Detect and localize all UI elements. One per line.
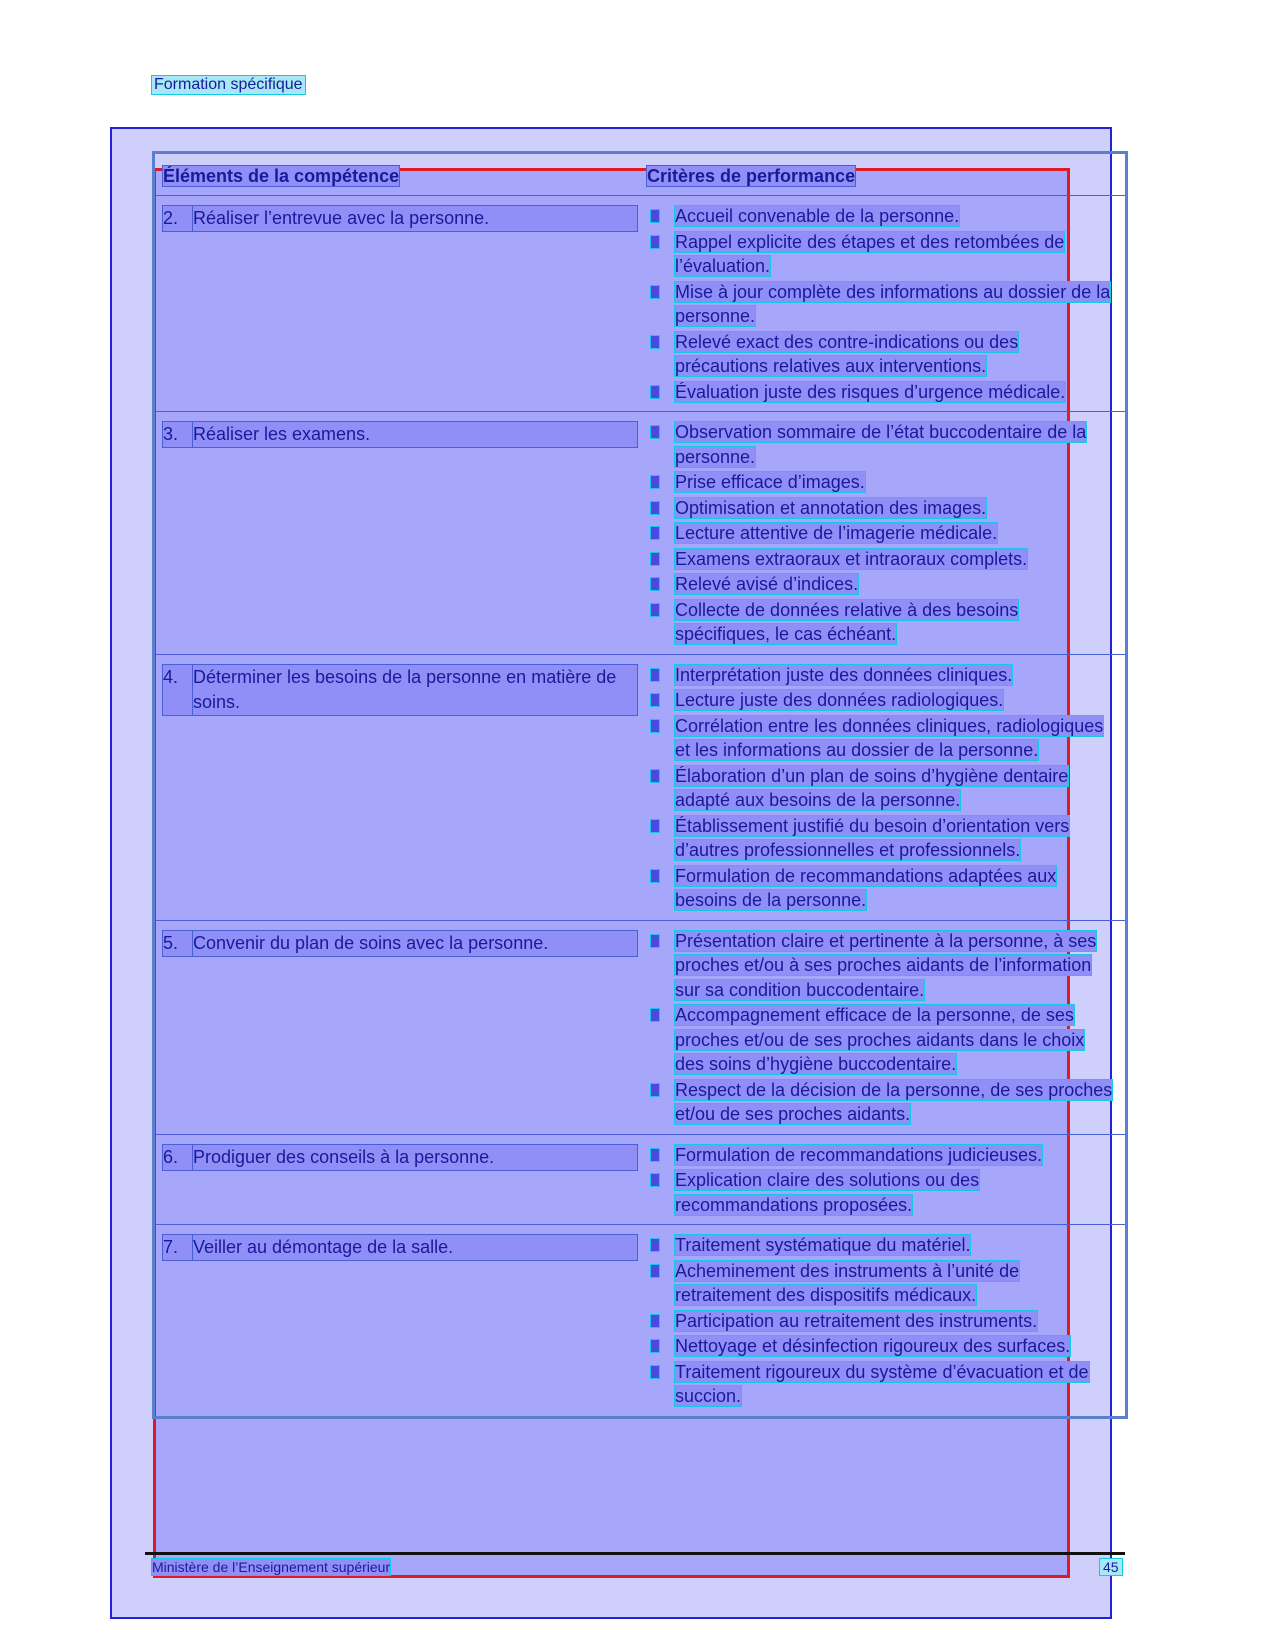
criterion-item bbox=[647, 521, 1115, 546]
table-row bbox=[155, 196, 1125, 412]
criterion-text: Mise à jour complète des informations au dossier de la personne. bbox=[675, 281, 1111, 326]
criteria-list bbox=[647, 420, 1115, 647]
criterion-text: Accompagnement efficace de la personne, de ses proches et/ou de ses proches aidants dans le choix des soins d’hygiène buccodentaire. bbox=[675, 1005, 1085, 1074]
criterion-item bbox=[647, 1078, 1115, 1127]
bullet-icon bbox=[647, 496, 675, 521]
bullet-icon bbox=[647, 688, 675, 713]
element-number: 7. bbox=[163, 1235, 193, 1260]
criterion-text: Optimisation et annotation des images. bbox=[675, 497, 987, 518]
criterion-text: Nettoyage et désinfection rigoureux des surfaces. bbox=[675, 1336, 1071, 1356]
criterion-text: Collecte de données relative à des besoins spécifiques, le cas échéant. bbox=[675, 599, 1019, 644]
competence-element bbox=[163, 206, 647, 231]
bullet-icon bbox=[647, 572, 675, 597]
footer-ministry: Ministère de l’Enseignement supérieur bbox=[152, 1559, 391, 1575]
competence-element bbox=[163, 665, 647, 715]
criterion-item bbox=[647, 330, 1115, 379]
bullet-icon bbox=[647, 929, 675, 1003]
criterion-text: Rappel explicite des étapes et des retombées de l’évaluation. bbox=[675, 231, 1065, 276]
element-number: 2. bbox=[163, 206, 193, 231]
bullet-icon bbox=[647, 280, 675, 329]
criterion-item bbox=[647, 663, 1115, 688]
criterion-text: Examens extraoraux et intraoraux complets. bbox=[675, 548, 1028, 569]
bullet-icon bbox=[647, 663, 675, 688]
column-header-criteria: Critères de performance bbox=[647, 166, 856, 186]
criterion-item bbox=[647, 714, 1115, 763]
criterion-text: Corrélation entre les données cliniques, radiologiques et les informations au dossier de la personne. bbox=[675, 715, 1104, 760]
table-body bbox=[155, 196, 1125, 1416]
criterion-text: Interprétation juste des données cliniques. bbox=[675, 664, 1013, 685]
bullet-icon bbox=[647, 547, 675, 572]
element-text: Réaliser les examens. bbox=[193, 422, 637, 447]
criterion-text: Élaboration d’un plan de soins d’hygiène dentaire adapté aux besoins de la personne. bbox=[675, 765, 1069, 810]
bullet-icon bbox=[647, 864, 675, 913]
criterion-text: Formulation de recommandations adaptées aux besoins de la personne. bbox=[675, 865, 1057, 910]
bullet-icon bbox=[647, 230, 675, 279]
column-header-elements: Éléments de la compétence bbox=[163, 166, 400, 186]
bullet-icon bbox=[647, 814, 675, 863]
element-number: 5. bbox=[163, 931, 193, 956]
bullet-icon bbox=[647, 714, 675, 763]
criterion-item bbox=[647, 688, 1115, 713]
criterion-text: Observation sommaire de l’état buccodentaire de la personne. bbox=[675, 422, 1087, 467]
criterion-text: Traitement rigoureux du système d’évacuation et de succion. bbox=[675, 1361, 1089, 1406]
criterion-text: Relevé avisé d’indices. bbox=[675, 574, 859, 594]
criterion-text: Traitement systématique du matériel. bbox=[675, 1235, 971, 1255]
element-text: Déterminer les besoins de la personne en matière de soins. bbox=[193, 665, 637, 715]
competence-table bbox=[152, 151, 1128, 1419]
criterion-item bbox=[647, 380, 1115, 405]
criterion-item bbox=[647, 864, 1115, 913]
footer-rule bbox=[145, 1552, 1125, 1555]
element-text: Convenir du plan de soins avec la personne. bbox=[193, 931, 637, 956]
criteria-list bbox=[647, 663, 1115, 913]
bullet-icon bbox=[647, 1259, 675, 1308]
criteria-list bbox=[647, 1233, 1115, 1409]
criterion-text: Participation au retraitement des instruments. bbox=[675, 1310, 1038, 1331]
bullet-icon bbox=[647, 1360, 675, 1409]
bullet-icon bbox=[647, 420, 675, 469]
criterion-text: Acheminement des instruments à l’unité de retraitement des dispositifs médicaux. bbox=[675, 1260, 1020, 1305]
bullet-icon bbox=[647, 1078, 675, 1127]
criterion-text: Respect de la décision de la personne, de ses proches et/ou de ses proches aidants. bbox=[675, 1079, 1113, 1124]
table-row bbox=[155, 655, 1125, 921]
table-row bbox=[155, 921, 1125, 1135]
criterion-item bbox=[647, 764, 1115, 813]
criterion-text: Formulation de recommandations judicieuses. bbox=[675, 1144, 1043, 1165]
bullet-icon bbox=[647, 470, 675, 495]
criterion-item bbox=[647, 280, 1115, 329]
element-text: Prodiguer des conseils à la personne. bbox=[193, 1145, 637, 1170]
bullet-icon bbox=[647, 598, 675, 647]
bullet-icon bbox=[647, 521, 675, 546]
bullet-icon bbox=[647, 330, 675, 379]
criterion-item bbox=[647, 814, 1115, 863]
element-text: Réaliser l’entrevue avec la personne. bbox=[193, 206, 637, 231]
criteria-list bbox=[647, 204, 1115, 404]
criterion-text: Présentation claire et pertinente à la personne, à ses proches et/ou à ses proches aidants de l’information sur sa condition buccodentaire. bbox=[675, 930, 1097, 1000]
bullet-icon bbox=[647, 1233, 675, 1258]
criterion-item bbox=[647, 1334, 1115, 1359]
bullet-icon bbox=[647, 1309, 675, 1334]
criterion-text: Lecture juste des données radiologiques. bbox=[675, 690, 1004, 710]
criterion-item bbox=[647, 470, 1115, 495]
criterion-text: Accueil convenable de la personne. bbox=[675, 206, 960, 226]
competence-element bbox=[163, 422, 647, 447]
bullet-icon bbox=[647, 1003, 675, 1077]
competence-element bbox=[163, 1145, 647, 1170]
criterion-item bbox=[647, 496, 1115, 521]
bullet-icon bbox=[647, 204, 675, 229]
criterion-item bbox=[647, 929, 1115, 1003]
criterion-item bbox=[647, 204, 1115, 229]
element-number: 3. bbox=[163, 422, 193, 447]
criterion-text: Prise efficace d’images. bbox=[675, 472, 865, 492]
criterion-text: Explication claire des solutions ou des recommandations proposées. bbox=[675, 1170, 980, 1215]
element-text: Veiller au démontage de la salle. bbox=[193, 1235, 637, 1260]
table-row bbox=[155, 1225, 1125, 1416]
bullet-icon bbox=[647, 380, 675, 405]
criterion-text: Relevé exact des contre-indications ou des précautions relatives aux interventions. bbox=[675, 331, 1019, 376]
criteria-list bbox=[647, 1143, 1115, 1218]
table-header-row bbox=[155, 154, 1125, 196]
competence-element bbox=[163, 931, 647, 956]
criterion-text: Évaluation juste des risques d’urgence médicale. bbox=[675, 381, 1066, 402]
criterion-text: Lecture attentive de l’imagerie médicale. bbox=[675, 523, 998, 543]
criterion-item bbox=[647, 1003, 1115, 1077]
table-row bbox=[155, 412, 1125, 655]
page-number: 45 bbox=[1100, 1559, 1122, 1575]
bullet-icon bbox=[647, 764, 675, 813]
bullet-icon bbox=[647, 1143, 675, 1168]
criterion-item bbox=[647, 1143, 1115, 1168]
criterion-item bbox=[647, 1259, 1115, 1308]
bullet-icon bbox=[647, 1168, 675, 1217]
criterion-item bbox=[647, 1168, 1115, 1217]
criterion-item bbox=[647, 230, 1115, 279]
criterion-item bbox=[647, 420, 1115, 469]
competence-element bbox=[163, 1235, 647, 1260]
criterion-item bbox=[647, 1233, 1115, 1258]
criterion-item bbox=[647, 547, 1115, 572]
element-number: 4. bbox=[163, 665, 193, 715]
table-row bbox=[155, 1135, 1125, 1226]
element-number: 6. bbox=[163, 1145, 193, 1170]
running-head: Formation spécifique bbox=[154, 76, 303, 93]
criterion-item bbox=[647, 1360, 1115, 1409]
criterion-text: Établissement justifié du besoin d’orientation vers d’autres professionnelles et professionnels. bbox=[675, 815, 1070, 860]
criteria-list bbox=[647, 929, 1115, 1127]
criterion-item bbox=[647, 598, 1115, 647]
bullet-icon bbox=[647, 1334, 675, 1359]
criterion-item bbox=[647, 1309, 1115, 1334]
criterion-item bbox=[647, 572, 1115, 597]
